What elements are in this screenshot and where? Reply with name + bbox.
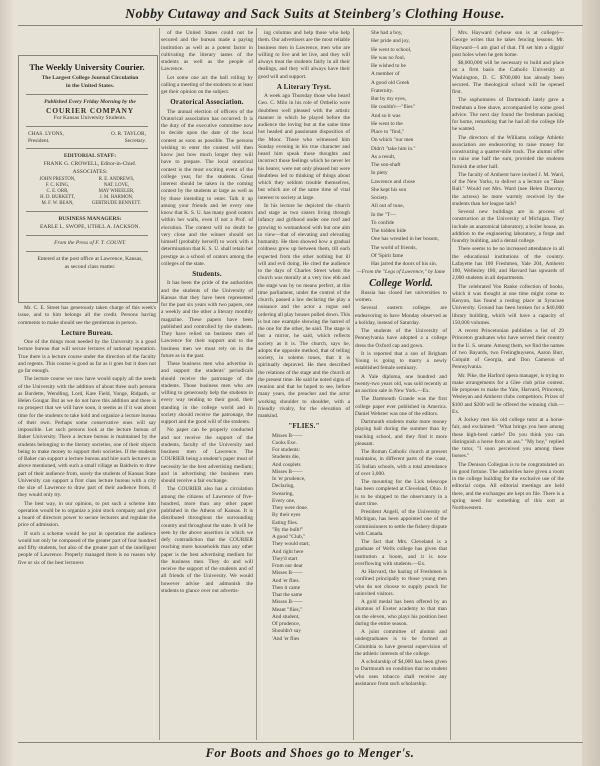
poem-line: Fraternity. bbox=[371, 87, 394, 94]
college-world-heading: College World. bbox=[369, 277, 433, 289]
associate-name: JOHN PRESTON, bbox=[39, 177, 76, 183]
poem-line: Misses B—— bbox=[272, 599, 303, 606]
college-note: The directors of the Williams college Athletic association are endeavoring to raise money for constructing a quarter-mile track. The alumni offer to raise one half the sum, provided the students furnish the other half. bbox=[452, 134, 564, 170]
associate-name: H. D. BURKETT, bbox=[40, 195, 75, 201]
students-paragraph: These business men who advertise in and support the students' periodicals should receive the patronage of the students. Those business men who are willing to generously help the students in every way tending to their good, their standing in the college world and in society should receive the patronage, the support and the good will of the students. bbox=[161, 361, 253, 425]
poem-line: And 'er flies. bbox=[272, 577, 300, 584]
literary-tryst-heading: A Literary Tryst. bbox=[276, 82, 332, 91]
college-note: Mr. Pike, the Harford opera manager, is trying to make arrangements for a Glee club prize contest. He proposes to make the Yale, Harvard, Princeton, Wesleyan and Amherst clubs competitors. Prizes of $100 and $200 will be offered the winning club.—Ex. bbox=[452, 372, 564, 415]
column-1-body bbox=[18, 305, 156, 741]
poem-line: They would start, bbox=[272, 541, 310, 548]
lecture-paragraph: The lecture course we now have would supply all the needs of the University with the addition of about three such persons as Burdette, Wendling, Lord, Kate Field, Yonge, Ridpath, or Helen Gougar. But as we do not have this addition and there is no prospect that we will have soon, it seems as if it was about time for the students to take hold and organize a lecture bureau of their own. Perhaps some conservative ones will say impossible. Let such persons look at the lecture bureau of Baker University. There a lecture bureau is maintained by the students belonging to the literary societies, one of their objects being to make money to support their societies. If the students of Baker can support a lecture bureau and hire such lecturers as above mentioned, with such a small village as Baldwin to draw part of their audience from, surely the students of Kansas State University can support a first class lecture bureau with a city the size of Lawrence to draw part of their audience from, if they would only try. bbox=[18, 376, 156, 499]
poem-line: Every one, bbox=[272, 497, 296, 504]
poem-line: Didn't "take him in." bbox=[371, 145, 416, 152]
article-paragraph: ing columns and help those who help them. Our advertisers are the most reliable business men in Lawrence, men who are willing to live and let live, and they will always treat the students fairly in all their dealings, and they will always have their good will and support. bbox=[258, 30, 350, 80]
poem-line: On which "our men bbox=[371, 137, 414, 144]
students-heading: Students. bbox=[192, 270, 222, 278]
binding-shadow bbox=[0, 0, 14, 766]
students-paragraph: No paper can be properly conducted and not receive the support of the students, faculty of the University and business men of Lawrence. The COURIER being a student's paper must of necessity be the best advertising medium; and in advertising the business men should receive a fair exchange. bbox=[161, 427, 253, 484]
tryst-paragraph: In his lecture he depicted the church and stage as two sisters living through infancy and girlhood under one roof and growing to womanhood with but one aim in view—that of elevating and elevating humanity. He then showed how a gradual coldness grew up between them, till each expected from the other nothing but ill will and evil doing. He cited the audience to the days of Charles Street when the church was morally at a very low ebb and the stage was by no means perfect, at this time parliament, under the control of the church, passed a law declaring the play a nuisance and the actor a rogue and ordering all play houses pulled down. This is but one example showing the hatred of the one for the other, he said. The stage is but a mirror, he said, which reflects society as it is. The church, says he, adopts the opposite method, that of telling society, in solemn tones, that it is spiritually depraved. He then described the relations of the stage and the church at the present time. He said he noted signs of reunion and that he hoped to see, before many years, the preacher and the actor working shoulder to shoulder, with a friendly rivalry, for the elevation of mankind. bbox=[258, 202, 350, 419]
secretary-name: O. R. TAYLOR, bbox=[110, 131, 146, 138]
poem-line: She kept his son bbox=[371, 186, 407, 193]
poem-line: But by my eyes, bbox=[371, 96, 407, 102]
tryst-paragraph: A week ago Thursday those who heard Geo. C. Milo in his role of Orthello were doubtless well pleased with the artistic manner in which he played before the audience the loving but at the same time hot headed and passionate disposition of the Moor. Those who witnessed him Sunday evening in his true character and heard him speak those thoughts and incorrect those feelings which he never let his hearer, were not only pleased but were doubtless led to thinking of things about which they seldom trouble themselves, but which are of the same time of vital interest to society at large. bbox=[258, 93, 350, 201]
associate-name: M. F. W. BEAN, bbox=[41, 201, 74, 207]
college-world-item: The mounting for the Lick telescope has been completed at Cleveland, Ohio. It is to be shipped to the observatory in a short time. bbox=[355, 479, 447, 507]
college-note: Mrs. Hayward (whose son is at college)—George writes that he takes fencing lessons. Mr. Hayward—I am glad of that. I'll set him a diggin' post holes when he gets home. bbox=[452, 30, 564, 58]
masthead-divider bbox=[26, 94, 148, 95]
oratorical-paragraph: The annual election of officers of the Oratorical association has occurred. It is the duty of the executive committee now to decide upon the date of the local contest as soon as possible. The persons wishing to enter the contest will then know just how much longer they will have to prepare. The local oratorical contest is the most exciting event of the college year, for the students. Great interest should be taken in the coming contest by the students at large as well as by those intending to enter. Talk it up among your friends and let every one know that K. S. U. has many good orators within her walls, even if not a Prof. of elocution. The contest will no doubt be very close and the winner should set himself (probably herself) to work with a determination that K. S. U. shall retain her prestige as a school of orators among the colleges of the state. bbox=[161, 108, 253, 267]
masthead-tagline: The Largest College Journal Circulation bbox=[41, 75, 139, 82]
poem-line: Her pride and joy, bbox=[371, 38, 410, 45]
column-4-body bbox=[355, 30, 447, 740]
poem-line: Society. bbox=[371, 195, 389, 201]
college-note: There seems to be no increased attendance in all the educational institutions of the country. Lafayette has 100 Freshmen, Yale 204, Amherst 100, Wellesley 180, and Harvard has upwards of 2,000 students in all departments. bbox=[452, 246, 564, 282]
column-rule bbox=[256, 28, 257, 740]
press-credit: From the Press of F. T. COUNT. bbox=[54, 240, 126, 247]
poem-line: Misses B—— bbox=[272, 570, 303, 577]
college-notes bbox=[452, 30, 564, 512]
article-paragraph: of the United States could not be secured and the bureau made a paying institution as well as a potent factor in cultivating the literary tastes of the students as well as the people of Lawrence. bbox=[161, 30, 253, 73]
business-managers-title: BUSINESS MANAGERS: bbox=[58, 216, 122, 223]
poem-line: He went to the bbox=[371, 120, 403, 127]
college-world-item: Several eastern colleges are endeavoring to have Monday observed as a holiday, instead of Saturday. bbox=[355, 305, 447, 326]
poem-line: That the same bbox=[272, 592, 303, 598]
associate-name: NAT. LOVE, bbox=[103, 183, 130, 189]
editorial-staff-title: EDITORIAL STAFF: bbox=[63, 153, 117, 160]
college-world-item: Dartmouth students make more money playing ball during the summer than by teaching school, and they find it more pleasant. bbox=[355, 419, 447, 447]
poem-line: He couldn't—"flies" bbox=[371, 104, 415, 111]
poem-line: He was no fool, bbox=[371, 54, 406, 61]
poem-line: Misses B—— bbox=[272, 468, 303, 475]
poem-line: He wished to be bbox=[371, 63, 406, 69]
college-world-item: The Dartmouth Grande was the first college paper ever published in America. Daniel Webster was one of the editors. bbox=[355, 396, 447, 417]
associates-list bbox=[20, 177, 154, 207]
column-rule bbox=[450, 28, 451, 740]
poem-line: A good "Club," bbox=[272, 534, 306, 540]
poem-line: Shouldn't say bbox=[272, 628, 301, 635]
masthead-divider bbox=[26, 235, 148, 236]
column-2-body bbox=[161, 30, 253, 740]
masthead bbox=[20, 58, 154, 300]
top-rule bbox=[18, 25, 583, 26]
poem-line: And right here bbox=[272, 548, 304, 555]
college-world-item: The students of the University of Pennsylvania have adopted a a college dress the Oxford cap and gown. bbox=[355, 328, 447, 349]
lecture-paragraph: If such a scheme would be put in operation the audience would not only be composed of the greater part of four hundred and fifty students, but also of the greater part of the intelligent people of Lawrence. Properly managed there is no reason why five or six of the best lecturers bbox=[18, 530, 156, 566]
associate-name: F. C. KING, bbox=[45, 183, 70, 189]
poem-line: A good old Greek bbox=[371, 79, 410, 86]
poem-line: Misses B—— bbox=[272, 432, 303, 439]
masthead-divider bbox=[26, 148, 148, 149]
college-world-item: A Yale diploma, one hundred and twenty-two years old, was sold recently at an auction sale in New York.—Ex. bbox=[355, 373, 447, 394]
column-5-body bbox=[452, 30, 564, 740]
poem-line: Of 'Spirit fame bbox=[371, 252, 404, 259]
college-world-item: A scholarship of $4,000 has been given to Dartmouth on condition that no student who uses tobacco shall receive any assistance from such scholarship. bbox=[355, 659, 447, 687]
poem-line: Students die, bbox=[272, 454, 300, 461]
poem-line: She had a boy, bbox=[371, 30, 403, 36]
bottom-rule bbox=[18, 742, 583, 743]
college-world-item: President Angell, of the University of Michigan, has been appointed one of the commissioners to settle the fishery dispute with Canada. bbox=[355, 509, 447, 537]
college-world-item: At Harvard, the hazing of Freshmen is confined principally to those young men who do not choose to supply punch for uninvited visitors. bbox=[355, 569, 447, 597]
associate-name: J. M. HARMON, bbox=[99, 195, 134, 201]
masthead-title: The Weekly University Courier. bbox=[29, 62, 145, 72]
college-note: $8,000,000 will be necessary to build and place on a firm basis the Catholic University at Washington, D. C. $700,000 has already been secured. The theological school will be opened first. bbox=[452, 60, 564, 95]
poem-line: One has wrestled in her bosom, bbox=[371, 236, 439, 243]
article-paragraph: Let some one act the ball rolling by calling a meeting of the students to at least get their opinion on the subject. bbox=[161, 74, 253, 95]
masthead-divider bbox=[26, 251, 148, 252]
college-note: The celebrated Von Ranke collection of books, which it was thought at one time might come to Kenyon, has found a resting place at Syracuse University. Ground has been broken for a $40,000 library building, which will have a capacity of 150,000 volumes. bbox=[452, 283, 564, 326]
poem-line: For students: bbox=[272, 447, 301, 453]
college-note: A recent Princetonian publishes a list of 29 Princeton graduates who have served their country in the U. S. senate. Among them, we find the names of two Bayards, two Frelinghuysens, Aaron Burr, Colquitt of Georgia, and Don Cameron of Pennsylvania. bbox=[452, 328, 564, 371]
poem-line: Of prudence, bbox=[272, 621, 301, 627]
college-note: The faculty of Amherst have invited J. M. Ward, of the New Yorks, to deliver a a lecture on "Base Ball." Would not Mrs. Ward (nee Helen Dauvray, the actress) be more warmly received by the students than her league lads? bbox=[452, 171, 564, 207]
poem-line: Cooks Exe. bbox=[272, 439, 297, 446]
college-note: The sophomores of Dartmouth lately gave a freshman a free shave, accompanied by some good advice. The next day found the freshman packing for home, remarking that he had all the college life he wanted. bbox=[452, 97, 564, 133]
poem-line: They'd start bbox=[272, 555, 298, 562]
associate-name: R. E. ANDREWS, bbox=[98, 177, 135, 183]
masthead-published: Published Every Friday Morning by the bbox=[44, 99, 136, 106]
entered-notice: Entered at the post office at Lawrence, Kansas, bbox=[37, 256, 143, 263]
poem-line: From our dear bbox=[272, 563, 303, 569]
editor-in-chief: FRANK G. CROWELL, Editor-in-Chief. bbox=[43, 161, 137, 168]
column-rule bbox=[159, 28, 160, 740]
college-note: A Jockey met his old college tutor at a horse-fair, and exclaimed: "What brings you here among these high-bred cattle? Do you think you can distinguish a horse from an ass." "My boy," replied the tutor, "I soon perceived you among these horses." bbox=[452, 417, 564, 460]
college-world-items bbox=[355, 290, 447, 688]
poem-line: 'And 'er flies bbox=[272, 635, 300, 642]
president-name: CHAS. LYONS, bbox=[28, 131, 64, 138]
president-role: President. bbox=[28, 137, 50, 144]
poem-line: A member of bbox=[371, 71, 400, 78]
poem-line: Lawrence and chose bbox=[371, 178, 415, 185]
masthead-audience: For Kansas University Students. bbox=[53, 115, 127, 122]
lecture-paragraph: One of the things most needed by the University is a good lecture bureau that will secure lectures of national reputation. True there is a lecture course under the direction of the faculty and regents. This course is good as far as it goes but it does not go far enough. bbox=[18, 339, 156, 374]
poem-line: And student, bbox=[272, 613, 300, 620]
associate-name: MAY WHEELER, bbox=[98, 189, 135, 195]
college-note: The Denison Collegian is to be congratulated on its good fortune. The authorities have given a room in the college building for the exclusive use of the editorial corps. All editorial meetings are held there, and the exchanges are kept on file. There is a spring need for something of this sort at Northwestern. bbox=[452, 461, 564, 511]
poem-line: Meant "flies," bbox=[272, 606, 303, 613]
masthead-divider bbox=[26, 126, 148, 127]
college-world-item: A joint committee of alumni and undergraduates is to be formed at Columbia to have general supervision of the athletic interests of the college. bbox=[355, 629, 447, 657]
lecture-paragraph: The best way, in our opinion, to put such a scheme into operation would be to organize a joint stock company and give a board of directors power to secure lecturers and regulate the price of admission. bbox=[18, 500, 156, 529]
poem-line: The world of friends, bbox=[371, 244, 417, 251]
college-world-item: The Roman Catholic church at present maintains, in different parts of the coast, 35 Indian schools, with a total attendance of over 3,000. bbox=[355, 449, 447, 477]
entered-notice: as second class matter. bbox=[64, 264, 116, 271]
college-world-item: A gold medal has been offered by an alumnus of Exeter academy to that man on the eleven, who plays his position best during the entire season. bbox=[355, 599, 447, 627]
column-3-body bbox=[258, 30, 350, 740]
college-world-item: Russia has closed her universities to women. bbox=[355, 289, 447, 303]
poem-continued bbox=[355, 30, 447, 268]
poem-line: Place to "find," bbox=[371, 129, 404, 135]
poem-line: Swearing, bbox=[272, 490, 294, 497]
poem-line: Then it came bbox=[272, 584, 301, 591]
page-right-edge bbox=[582, 0, 600, 766]
college-world-item: The fact that Mrs. Cleveland is a graduate of Wells college has given that institution a boom, and it is now overflowing with students.—Ex. bbox=[355, 539, 447, 567]
page-headline: Nobby Cutaway and Sack Suits at Steinberg's Clothing House. bbox=[125, 6, 505, 21]
oratorical-heading: Oratorical Association. bbox=[170, 98, 244, 107]
associate-name: C. E. ORR, bbox=[46, 189, 69, 195]
poem-line: And cooplets bbox=[272, 461, 301, 468]
poem-line: And so it was bbox=[371, 112, 401, 119]
lecture-bureau-heading: Lecture Bureau. bbox=[61, 328, 113, 337]
masthead-divider bbox=[26, 211, 148, 212]
associates-label: ASSOCIATES: bbox=[72, 169, 108, 176]
poem-credit: —From the "Legs of Lawrence," by Iame bbox=[356, 269, 446, 276]
poem-line: To confide bbox=[371, 219, 395, 226]
college-world-item: It is reported that a son of Brigham Young is going to marry a newly established female seminary. bbox=[355, 350, 447, 372]
poem-line: Declaring, bbox=[272, 483, 295, 490]
poem-line: In the "T— bbox=[371, 211, 396, 218]
poem-line: As a result, bbox=[371, 153, 396, 160]
editor-note: Mr. C. E. Street has generously taken charge of this week's issue, and to him belongs all the credit. Persons having comments to make should see the gentleman in person. bbox=[18, 305, 156, 326]
poem-line: Has jarred the doors of his sin. bbox=[371, 261, 438, 267]
poem-line: The son-shaft bbox=[371, 162, 401, 168]
masthead-company: COURIER COMPANY bbox=[46, 106, 134, 116]
poem-line: They were done. bbox=[272, 505, 309, 511]
associate-name: GERTRUDE BENNETT. bbox=[91, 201, 142, 207]
poem-line: He went to school, bbox=[371, 46, 412, 53]
secretary-role: Secretary. bbox=[124, 137, 146, 144]
flies-heading: "FLIES." bbox=[288, 422, 320, 431]
business-managers: EARLE L. SWOPE, UTHLL A. JACKSON. bbox=[39, 224, 140, 231]
footer-advertisement: For Boots and Shoes go to Menger's. bbox=[205, 746, 415, 760]
column-rule bbox=[353, 28, 354, 740]
masthead-tagline: in the United States. bbox=[65, 83, 115, 90]
poem-line: Eating flies. bbox=[272, 519, 299, 526]
poem-line: "By the bulb!" bbox=[272, 526, 304, 533]
students-paragraph: The COURIER also has a circulation among the citizens of Lawrence of five-hundred, more than any other paper published in the Athens of Kansas. It is distributed throughout the surrounding country and throughout the state. It will be seen by the above assertion in which we defy contradiction that the COURIER reaching more households than any other paper is the best advertising medium for the business men. They do and will receive the support of the students and of all friends of the University. We would however advise and admonish the students to glance over our advertis- bbox=[161, 486, 253, 594]
students-paragraph: It has been the pride of the authorities and the students of the University of Kansas that they have been represented for the past six years with two papers, one a weekly and the other a literary monthly magazine. These papers have been published and controlled by the students. They have relied on business men of Lawrence for their support and to the business men we must rely on in the future as in the past. bbox=[161, 280, 253, 359]
poem-line: In piety bbox=[371, 170, 388, 177]
poem-line: The hidden hide bbox=[371, 228, 407, 234]
poem-line: In 'er prudence, bbox=[272, 476, 306, 482]
poem-line: By their eyes bbox=[272, 512, 301, 519]
flies-poem bbox=[258, 433, 350, 643]
poem-line: All out of tune, bbox=[371, 203, 404, 210]
officer-roles bbox=[20, 138, 154, 145]
college-note: Several new buildings are in process of construction at the University of Michigan. They include an anatomical laboratory, a boiler house, an addition to the engineering laboratory, a forge and foundry building, and a dental college. bbox=[452, 209, 564, 244]
